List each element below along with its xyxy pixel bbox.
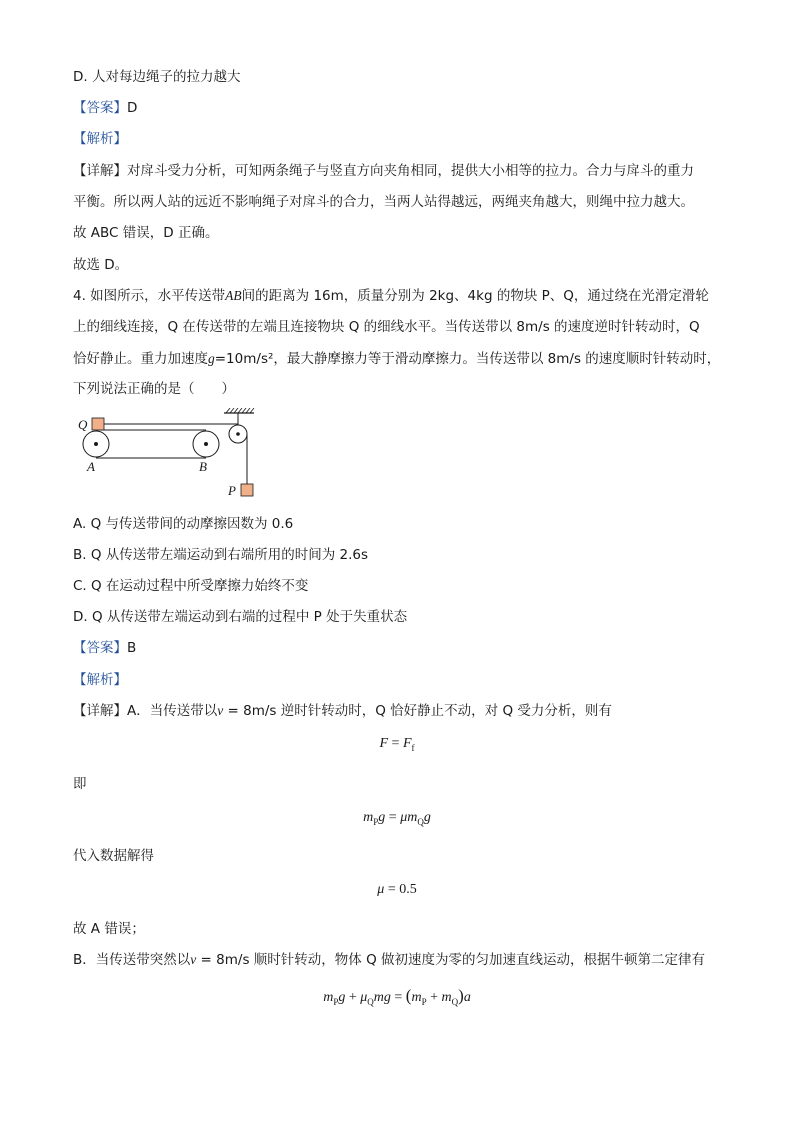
- detail-text: 对戽斗受力分析，可知两条绳子与竖直方向夹角相同，提供大小相等的拉力。合力与戽斗的重力: [127, 163, 694, 179]
- eq-sign: +: [345, 990, 361, 1005]
- eq-term: m: [441, 990, 452, 1005]
- eq-sign: =: [385, 810, 401, 825]
- eq-sign: =: [388, 736, 403, 751]
- eq-term: μ: [360, 990, 368, 1005]
- eq-term: mg: [373, 990, 391, 1005]
- var-v: v: [217, 703, 224, 718]
- eq-sub: P: [373, 816, 379, 827]
- q4-detail-b: [73, 951, 705, 969]
- detail-tag: 【详解】: [73, 163, 127, 179]
- stem-text: 4. 如图所示，水平传送带: [73, 288, 226, 304]
- q3-detail-line-3: 故 ABC 错误，D 正确。: [73, 225, 219, 241]
- equation-4: [0, 986, 794, 1007]
- detail-tag: 【详解】: [73, 703, 127, 719]
- answer-value: B: [127, 640, 137, 656]
- q4-analysis-tag: 【解析】: [73, 672, 127, 688]
- eq-term: F: [379, 736, 389, 751]
- stem-g: g: [208, 351, 215, 366]
- stem-text: 间的距离为 16m，质量分别为 2kg、4kg 的物块 P、Q，通过绕在光滑定滑轮: [241, 288, 709, 304]
- stem-text: =10m/s²，最大静摩擦力等于滑动摩擦力。当传送带以 8m/s 的速度顺时针转动时，: [214, 351, 721, 367]
- label-b: B: [199, 459, 207, 474]
- eq-term: F: [402, 736, 412, 751]
- q4-stem-line-1: [73, 287, 709, 305]
- eq-term: g: [338, 990, 346, 1005]
- q3-answer: [73, 99, 137, 117]
- q3-analysis-tag: 【解析】: [73, 131, 127, 147]
- q4-option-c: C. Q 在运动过程中所受摩擦力始终不变: [73, 578, 309, 594]
- q4-option-a: A. Q 与传送带间的动摩擦因数为 0.6: [73, 516, 294, 532]
- eq-sub: P: [421, 996, 427, 1007]
- q3-conclusion: 故选 D。: [73, 257, 129, 273]
- eq-term: m: [323, 990, 334, 1005]
- q4-option-b: B. Q 从传送带左端运动到右端所用的时间为 2.6s: [73, 547, 369, 563]
- eq-term: g: [378, 810, 386, 825]
- q3-detail-line-1: [73, 162, 694, 180]
- label-a: A: [87, 459, 95, 474]
- eq-term: g: [423, 810, 431, 825]
- prev-option-d: D. 人对每边绳子的拉力越大: [73, 69, 241, 85]
- stem-ab: AB: [225, 288, 242, 303]
- stem-text: 恰好静止。重力加速度: [73, 351, 208, 367]
- eq-term: μm: [400, 810, 418, 825]
- eq-term: a: [463, 990, 471, 1005]
- ceiling-hatch: [226, 408, 254, 413]
- roller-b-axle: [204, 442, 208, 446]
- eq-sub: Q: [367, 996, 374, 1007]
- label-p: P: [228, 483, 236, 498]
- eq-term: m: [363, 810, 374, 825]
- q4-answer: [73, 639, 136, 657]
- eq-term: m: [411, 990, 422, 1005]
- equation-1: [0, 736, 794, 753]
- answer-value: D: [127, 100, 138, 116]
- roller-a-axle: [94, 442, 98, 446]
- eq-sub: Q: [417, 816, 424, 827]
- ji-text: 即: [73, 776, 87, 792]
- pulley-axle: [236, 432, 240, 436]
- detail-text: = 8m/s 顺时针转动，物体 Q 做初速度为零的匀加速直线运动，根据牛顿第二定律有: [196, 952, 705, 968]
- eq-sign: =: [390, 990, 406, 1005]
- q4-option-d: D. Q 从传送带左端运动到右端的过程中 P 处于失重状态: [73, 609, 408, 625]
- eq-sign: +: [426, 990, 442, 1005]
- equation-2: [0, 810, 794, 827]
- var-v: v: [190, 952, 197, 967]
- eq-rest: = 0.5: [384, 882, 417, 897]
- eq-paren: ): [458, 986, 464, 1005]
- detail-text: B．当传送带突然以: [73, 952, 191, 968]
- eq-paren: (: [405, 986, 412, 1005]
- detail-text: = 8m/s 逆时针转动时，Q 恰好静止不动，对 Q 受力分析，则有: [223, 703, 612, 719]
- eq-sub: f: [411, 742, 415, 753]
- block-q: [92, 418, 104, 430]
- equation-3: [0, 882, 794, 898]
- label-q: Q: [78, 417, 88, 432]
- answer-tag: 【答案】: [73, 640, 127, 656]
- conveyor-diagram: [78, 408, 268, 503]
- eq-sub: Q: [451, 996, 459, 1007]
- q3-detail-line-2: 平衡。所以两人站的远近不影响绳子对戽斗的合力，当两人站得越远，两绳夹角越大，则绳中拉力越大。: [73, 194, 694, 210]
- substitute-text: 代入数据解得: [73, 848, 154, 864]
- q4-stem-line-3: [73, 350, 720, 368]
- q4-stem-line-2: 上的细线连接，Q 在传送带的左端且连接物块 Q 的细线水平。当传送带以 8m/s 的速度逆时针转动时，Q: [73, 319, 700, 335]
- q4-detail-a: [73, 702, 612, 720]
- answer-tag: 【答案】: [73, 100, 127, 116]
- q4-stem-line-4: 下列说法正确的是（ ）: [73, 381, 235, 397]
- eq-sub: P: [333, 996, 339, 1007]
- detail-text: A．当传送带以: [127, 703, 218, 719]
- eq-term: μ: [377, 882, 385, 897]
- block-p: [241, 484, 253, 496]
- wrong-a: 故 A 错误；: [73, 921, 145, 937]
